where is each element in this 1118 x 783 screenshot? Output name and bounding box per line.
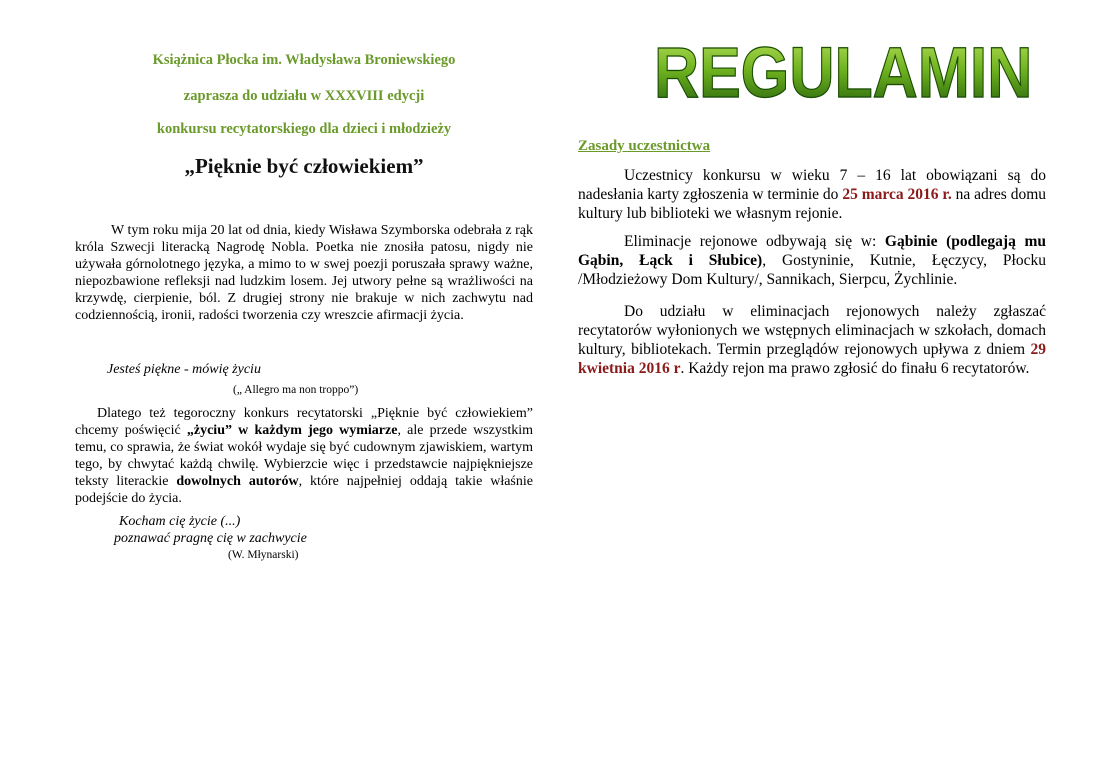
quote-mlynarski-line1: Kocham cię życie (...): [119, 514, 241, 529]
deadline-regional: 29 kwietnia 2016 r: [578, 341, 1046, 377]
quote-szymborska: Jesteś piękne - mówię życiu: [107, 362, 261, 377]
rule-paragraph-3: Do udziału w eliminacjach rejonowych należy zgłaszać recytatorów wyłonionych we wstępnych eliminacjach w szkołach, domach kultury, bibliotekach. Termin przeglądów rejonowych upływa z dniem 29 kwietnia 2016 r. Każdy rejon ma prawo zgłosić do finału 6 recytatorów.: [578, 303, 1046, 377]
contest-line: konkursu recytatorskiego dla dzieci i młodzieży: [156, 121, 452, 137]
rule-paragraph-2: Eliminacje rejonowe odbywają się w: Gąbinie (podlegają mu Gąbin, Łąck i Słubice), Gostyninie, Kutnie, Łęczycy, Płocku /Młodzieżowy Dom Kultury/, Sannikach, Sierpcu, Żychlinie.: [578, 233, 1046, 288]
rule-paragraph-1: Uczestnicy konkursu w wieku 7 – 16 lat obowiązani są do nadesłania karty zgłoszenia w terminie do 25 marca 2016 r. na adres domu kultury lub biblioteki we własnym rejonie.: [578, 167, 1046, 222]
highlight-authors: dowolnych autorów: [176, 474, 299, 489]
gabin-region: Gąbinie (podlegają mu Gąbin, Łąck i Słubice): [578, 233, 1046, 269]
quote-mlynarski-source: (W. Młynarski): [228, 549, 299, 561]
organizer-line: Książnica Płocka im. Władysława Broniewskiego: [152, 52, 456, 68]
highlight-zycie: „życiu” w każdym jego wymiarze: [186, 423, 398, 438]
contest-title: „Pięknie być człowiekiem”: [184, 154, 424, 178]
quote-mlynarski-line2: poznawać pragnę cię w zachwycie: [114, 531, 307, 546]
regulamin-banner: REGULAMIN: [654, 34, 1033, 113]
section-heading: Zasady uczestnictwa: [578, 138, 711, 154]
deadline-registration: 25 marca 2016 r.: [842, 186, 952, 203]
quote-szymborska-source: („ Allegro ma non troppo”): [233, 384, 359, 396]
invitation-line: zaprasza do udziału w XXXVIII edycji: [183, 88, 425, 104]
intro-paragraph: W tym roku mija 20 lat od dnia, kiedy Wisława Szymborska odebrała z rąk króla Szwecji literacką Nagrodę Nobla. Poetka nie znosiła patosu, nigdy nie używała górnolotnego języka, a mimo to w swej poezji poruszała sprawy ważne, niepozbawione refleksji nad ludzkim losem. Jej utwory pełne są wrażliwości na krzywdę, cierpienie, ból. Z drugiej strony nie brakuje w nich zachwytu nad codziennością, ironii, radości tworzenia czy wreszcie afirmacji życia.: [75, 223, 533, 323]
contest-description-paragraph: Dlatego też tegoroczny konkurs recytatorski „Pięknie być człowiekiem” chcemy poświęcić „życiu” w każdym jego wymiarze, ale przede wszystkim temu, co sprawia, że świat wokół wydaje się być cudownym zjawiskiem, wartym tego, by chwytać każdą chwilę. Wybierzcie więc i przedstawcie najpiękniejsze teksty literackie dowolnych autorów, które najpełniej oddają takie właśnie podejście do życia.: [75, 406, 534, 506]
